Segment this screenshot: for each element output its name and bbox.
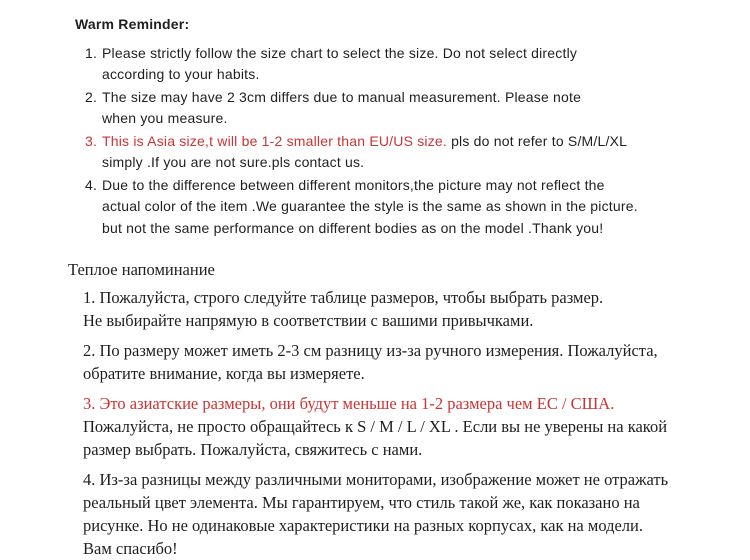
item-line: рисунке. Но не одинаковые характеристики на разных корпусах, как на модели.	[83, 516, 644, 535]
item-line: Please strictly follow the size chart to select the size. Do not select directly	[102, 44, 578, 61]
item-line	[102, 131, 722, 153]
russian-title: Теплое напоминание	[68, 260, 215, 279]
item-line: Due to the difference between different monitors,the picture may not reflect the	[102, 176, 605, 193]
russian-item-3	[83, 392, 730, 461]
item-line: реальный цвет элемента. Мы гарантируем, что стиль такой же, как показано на	[83, 493, 640, 512]
english-item-1	[85, 43, 722, 86]
item-line: размер выбрать. Пожалуйста, свяжитесь с нами.	[83, 440, 423, 459]
english-item-3	[85, 131, 722, 174]
item-number: 3.	[85, 132, 98, 149]
item-line: 4. Из-за разницы между различными мониторами, изображение может не отражать	[83, 470, 669, 489]
english-item-2	[85, 87, 722, 130]
english-title: Warm Reminder:	[75, 16, 190, 32]
item-line: The size may have 2 3cm differs due to manual measurement. Please note	[102, 88, 582, 105]
item-body	[102, 43, 722, 86]
item-number: 1.	[85, 44, 98, 61]
russian-item-4	[83, 468, 730, 560]
item-body	[102, 175, 722, 240]
russian-item-1	[83, 286, 730, 332]
english-item-4	[85, 175, 722, 240]
item-line: but not the same performance on different bodies as on the model .Thank you!	[102, 219, 604, 236]
item-line: 2. По размеру может иметь 2-3 см разницу из-за ручного измерения. Пожалуйста,	[83, 341, 658, 360]
item-body	[102, 87, 722, 130]
asia-size-warning-red: 3. Это азиатские размеры, они будут меньше на 1-2 размера чем ЕС / США.	[83, 394, 615, 413]
item-line: обратите внимание, когда вы измеряете.	[83, 364, 365, 383]
item-line: Вам спасибо!	[83, 539, 178, 558]
item-body	[102, 131, 722, 174]
english-reminder-section	[0, 0, 750, 239]
item-line: actual color of the item .We guarantee the style is the same as shown in the picture.	[102, 198, 638, 214]
item-line: 1. Пожалуйста, строго следуйте таблице размеров, чтобы выбрать размер.	[83, 288, 604, 307]
item-line: Пожалуйста, не просто обращайтесь к S / M / L / XL . Если вы не уверены на какой	[83, 417, 668, 436]
russian-reminder-section	[0, 240, 750, 560]
asia-size-warning-rest: pls do not refer to S/M/L/XL	[446, 132, 628, 149]
asia-size-warning-red: This is Asia size,t will be 1-2 smaller than EU/US size.	[102, 132, 447, 149]
item-line: when you measure.	[102, 110, 228, 126]
item-line: Не выбирайте напрямую в соответствии с вашими привычками.	[83, 311, 534, 330]
item-line: simply .If you are not sure.pls contact us.	[102, 154, 365, 170]
item-number: 4.	[85, 176, 98, 193]
item-number: 2.	[85, 88, 98, 105]
russian-item-2	[83, 339, 730, 385]
item-line: according to your habits.	[102, 66, 260, 82]
